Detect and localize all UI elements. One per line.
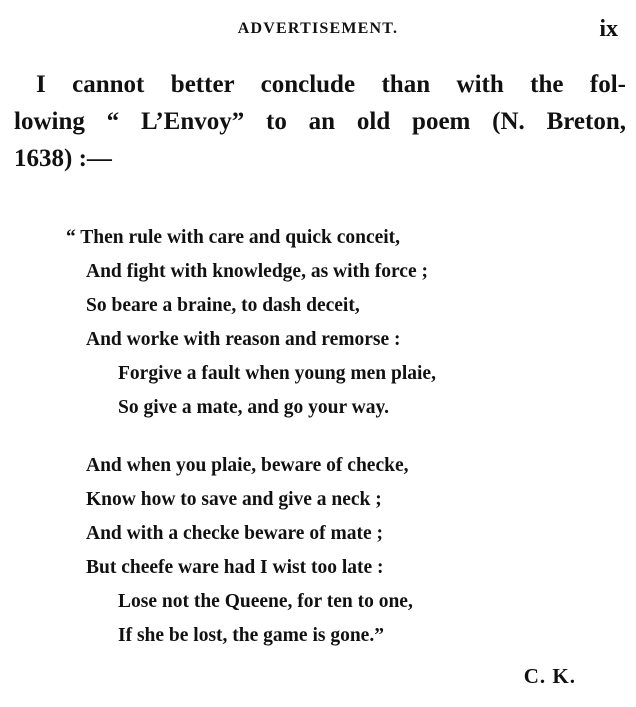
poem-line: But cheefe ware had I wist too late : [86,557,384,578]
poem-line: So beare a braine, to dash deceit, [86,295,360,316]
poem-line: And fight with knowledge, as with force ; [86,261,428,282]
poem-line: If she be lost, the game is gone.” [118,625,384,646]
poem-line: “ Then rule with care and quick conceit, [66,227,401,248]
header-title: ADVERTISEMENT. [237,20,399,37]
running-header [0,18,636,48]
intro-line: lowing “ L’Envoy” to an old poem (N. Breton, [14,108,626,135]
intro-line: I cannot better conclude than with the fol- [36,71,626,98]
poem-line: Forgive a fault when young men plaie, [118,363,436,384]
poem-line: And with a checke beware of mate ; [86,523,383,544]
poem-line: So give a mate, and go your way. [118,397,390,418]
poem-stanza-1 [0,221,636,425]
signature: C. K. [523,664,576,688]
page-number: ix [599,16,618,42]
intro-paragraph [14,66,626,177]
intro-line: 1638) :— [14,145,112,172]
poem-stanza-2 [0,449,636,653]
poem-line: And when you plaie, beware of checke, [86,455,409,476]
poem-line: Know how to save and give a neck ; [86,489,382,510]
poem-line: And worke with reason and remorse : [86,329,401,350]
poem-line: Lose not the Queene, for ten to one, [118,591,413,612]
poem [0,221,636,653]
